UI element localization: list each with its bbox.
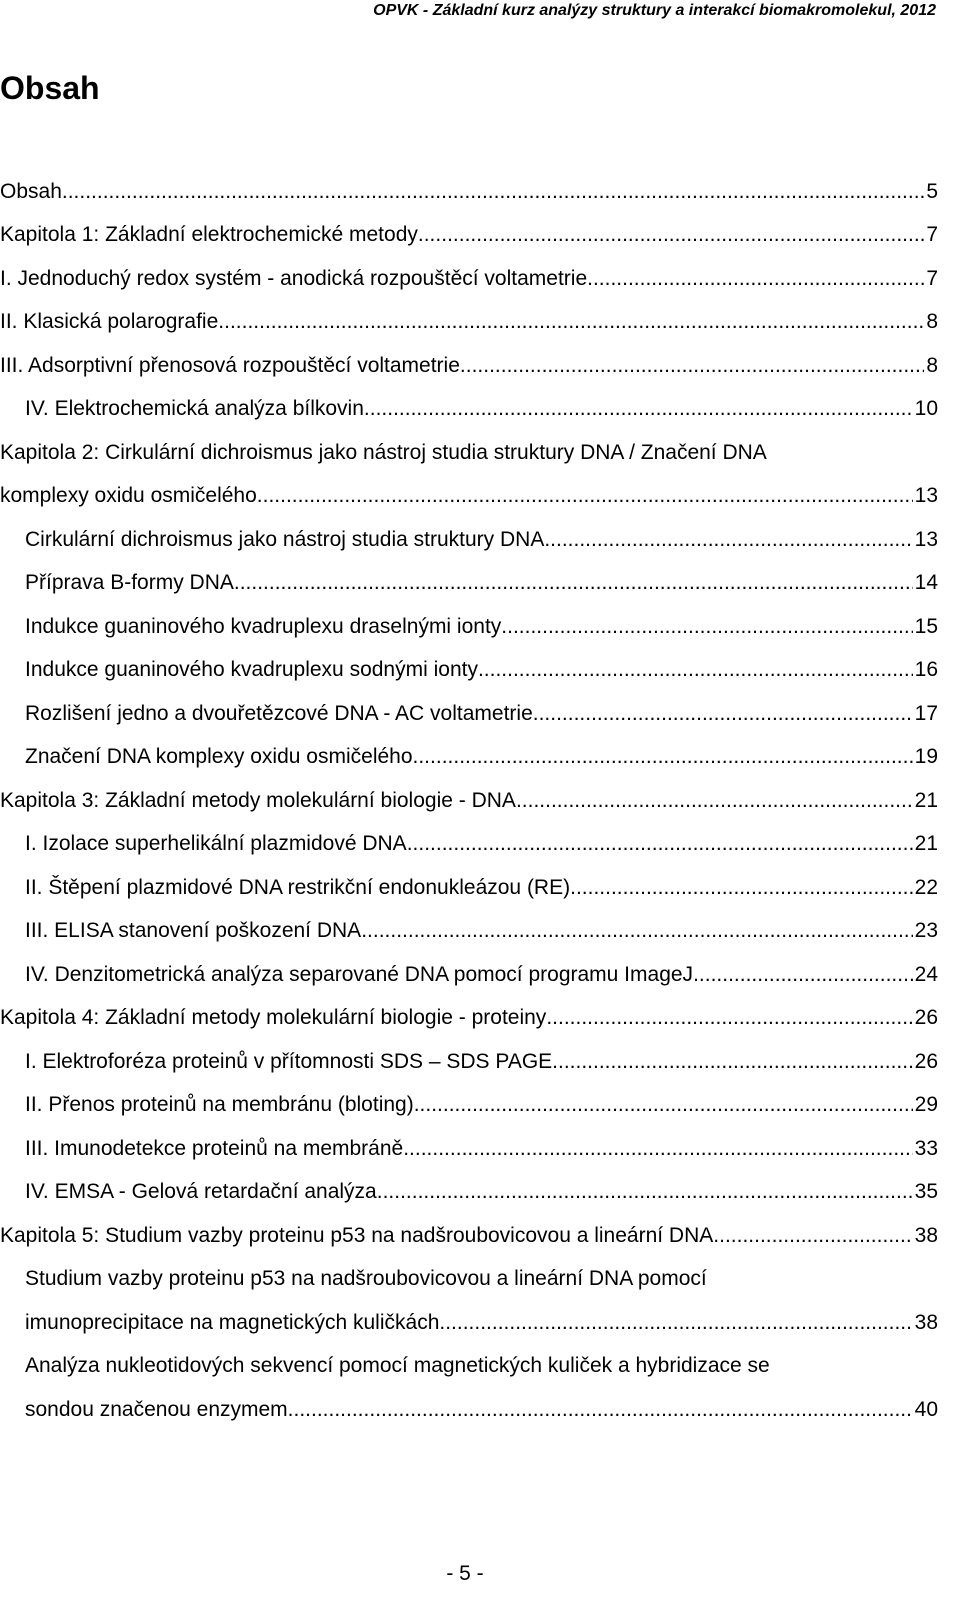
- toc-dot-leader: [460, 354, 924, 378]
- toc-dot-leader: [62, 180, 924, 204]
- toc-entry-title: IV. Denzitometrická analýza separované DNA pomocí programu ImageJ: [25, 962, 694, 986]
- page-title: Obsah: [0, 70, 100, 106]
- toc-entry-title: IV. Elektrochemická analýza bílkovin: [25, 397, 364, 421]
- toc-entry[interactable]: [0, 257, 960, 301]
- toc-entry-page: 23: [914, 919, 938, 943]
- toc-entry[interactable]: [0, 562, 960, 606]
- toc-entry-page: 22: [914, 875, 938, 899]
- toc-dot-leader: [546, 1006, 912, 1030]
- toc-dot-leader: [570, 876, 913, 900]
- toc-dot-leader: [501, 615, 912, 639]
- page-number: - 5 -: [446, 1562, 484, 1585]
- toc-entry[interactable]: [0, 779, 960, 823]
- toc-entry[interactable]: [0, 823, 960, 867]
- toc-entry[interactable]: [0, 692, 960, 736]
- toc-entry[interactable]: [0, 1171, 960, 1215]
- toc-entry[interactable]: [0, 518, 960, 562]
- toc-entry-page: 35: [914, 1180, 938, 1204]
- toc-entry-title: II. Přenos proteinů na membránu (bloting): [25, 1093, 414, 1117]
- toc-entry[interactable]: [0, 910, 960, 954]
- toc-entry[interactable]: [0, 1258, 960, 1302]
- toc-entry-page: 24: [914, 962, 938, 986]
- toc-dot-leader: [257, 484, 913, 508]
- toc-dot-leader: [364, 397, 913, 421]
- toc-entry[interactable]: [0, 1388, 960, 1432]
- toc-entry-title: Analýza nukleotidových sekvencí pomocí magnetických kuliček a hybridizace se: [25, 1354, 770, 1378]
- toc-dot-leader: [377, 1180, 913, 1204]
- toc-dot-leader: [234, 571, 913, 595]
- toc-entry-page: 19: [914, 745, 938, 769]
- toc-entry-page: 7: [926, 266, 938, 290]
- toc-entry-page: 13: [914, 484, 938, 508]
- toc-dot-leader: [407, 832, 913, 856]
- toc-entry-page: 15: [914, 614, 938, 638]
- toc-entry-title: Studium vazby proteinu p53 na nadšroubovicovou a lineární DNA pomocí: [25, 1267, 707, 1291]
- toc-entry[interactable]: [0, 649, 960, 693]
- toc-entry[interactable]: [0, 431, 960, 475]
- toc-entry-title: Indukce guaninového kvadruplexu sodnými ionty: [25, 658, 478, 682]
- toc-dot-leader: [361, 919, 912, 943]
- toc-entry-title: Cirkulární dichroismus jako nástroj studia struktury DNA: [25, 527, 545, 551]
- toc-entry-page: 26: [914, 1049, 938, 1073]
- toc-entry-title: sondou značenou enzymem: [25, 1397, 288, 1421]
- toc-entry-page: 21: [914, 788, 938, 812]
- toc-dot-leader: [418, 223, 924, 247]
- toc-entry-page: 21: [914, 832, 938, 856]
- toc-entry-page: 14: [914, 571, 938, 595]
- toc-entry-title: Kapitola 2: Cirkulární dichroismus jako nástroj studia struktury DNA / Značení DNA: [0, 440, 767, 464]
- toc-entry[interactable]: [0, 736, 960, 780]
- toc-entry[interactable]: [0, 1214, 960, 1258]
- toc-dot-leader: [413, 745, 913, 769]
- toc-dot-leader: [439, 1311, 912, 1335]
- toc-entry-page: 13: [914, 527, 938, 551]
- toc-dot-leader: [218, 310, 924, 334]
- toc-entry-page: 38: [914, 1310, 938, 1334]
- toc-entry-title: imunoprecipitace na magnetických kuličkách: [25, 1310, 440, 1334]
- toc-entry-page: 17: [914, 701, 938, 725]
- toc-entry[interactable]: [0, 953, 960, 997]
- toc-entry[interactable]: [0, 1127, 960, 1171]
- toc-entry-page: 29: [914, 1093, 938, 1117]
- toc-entry-title: Kapitola 4: Základní metody molekulární biologie - proteiny: [0, 1006, 547, 1030]
- toc-entry[interactable]: [0, 1345, 960, 1389]
- toc-entry-title: I. Elektroforéza proteinů v přítomnosti SDS – SDS PAGE: [25, 1049, 553, 1073]
- toc-entry[interactable]: [0, 170, 960, 214]
- toc-entry-page: 16: [914, 658, 938, 682]
- toc-entry[interactable]: [0, 1040, 960, 1084]
- toc-entry[interactable]: [0, 997, 960, 1041]
- toc-dot-leader: [533, 702, 913, 726]
- toc-dot-leader: [478, 658, 913, 682]
- toc-entry-page: 7: [926, 223, 938, 247]
- toc-dot-leader: [288, 1398, 913, 1422]
- toc-entry-title: I. Izolace superhelikální plazmidové DNA: [25, 832, 407, 856]
- toc-dot-leader: [713, 1224, 912, 1248]
- running-header: OPVK - Základní kurz analýzy struktury a interakcí biomakromolekul, 2012: [373, 2, 936, 19]
- toc-dot-leader: [693, 963, 913, 987]
- toc-entry-title: I. Jednoduchý redox systém - anodická rozpouštěcí voltametrie: [0, 266, 588, 290]
- toc-entry-title: IV. EMSA - Gelová retardační analýza: [25, 1180, 377, 1204]
- toc-entry-title: III. Imunodetekce proteinů na membráně: [25, 1136, 404, 1160]
- toc-entry-title: II. Klasická polarografie: [0, 310, 219, 334]
- toc-dot-leader: [414, 1093, 913, 1117]
- toc-entry-title: Rozlišení jedno a dvouřetězcové DNA - AC voltametrie: [25, 701, 533, 725]
- toc-entry[interactable]: [0, 301, 960, 345]
- toc-dot-leader: [516, 789, 913, 813]
- toc-entry[interactable]: [0, 214, 960, 258]
- toc-entry-title: Příprava B-formy DNA: [25, 571, 234, 595]
- toc-entry-title: Obsah: [0, 179, 62, 203]
- toc-entry-title: III. Adsorptivní přenosová rozpouštěcí voltametrie: [0, 353, 460, 377]
- toc-entry-title: Indukce guaninového kvadruplexu draselnými ionty: [25, 614, 502, 638]
- toc-entry-title: Značení DNA komplexy oxidu osmičelého: [25, 745, 413, 769]
- toc-entry-title: Kapitola 3: Základní metody molekulární biologie - DNA: [0, 788, 516, 812]
- toc-entry[interactable]: [0, 605, 960, 649]
- toc-entry-title: III. ELISA stanovení poškození DNA: [25, 919, 362, 943]
- toc-entry-page: 8: [926, 353, 938, 377]
- toc-entry[interactable]: [0, 475, 960, 519]
- toc-entry-page: 10: [914, 397, 938, 421]
- toc-entry-page: 40: [914, 1397, 938, 1421]
- toc-dot-leader: [403, 1137, 912, 1161]
- toc-dot-leader: [552, 1050, 912, 1074]
- toc-entry-page: 8: [926, 310, 938, 334]
- toc-dot-leader: [587, 267, 924, 291]
- toc-entry-page: 33: [914, 1136, 938, 1160]
- toc-entry[interactable]: [0, 1301, 960, 1345]
- toc-entry[interactable]: [0, 1084, 960, 1128]
- toc-entry[interactable]: [0, 388, 960, 432]
- toc-entry-page: 38: [914, 1223, 938, 1247]
- toc-entry-page: 26: [914, 1006, 938, 1030]
- toc-entry-title: Kapitola 5: Studium vazby proteinu p53 na nadšroubovicovou a lineární DNA: [0, 1223, 714, 1247]
- toc-entry[interactable]: [0, 866, 960, 910]
- toc-entry-page: 5: [926, 179, 938, 203]
- toc-entry-title: komplexy oxidu osmičelého: [0, 484, 257, 508]
- toc-entry-title: Kapitola 1: Základní elektrochemické metody: [0, 223, 418, 247]
- toc-entry[interactable]: [0, 344, 960, 388]
- table-of-contents: [0, 170, 960, 1432]
- toc-dot-leader: [544, 528, 912, 552]
- toc-entry-title: II. Štěpení plazmidové DNA restrikční endonukleázou (RE): [25, 875, 571, 899]
